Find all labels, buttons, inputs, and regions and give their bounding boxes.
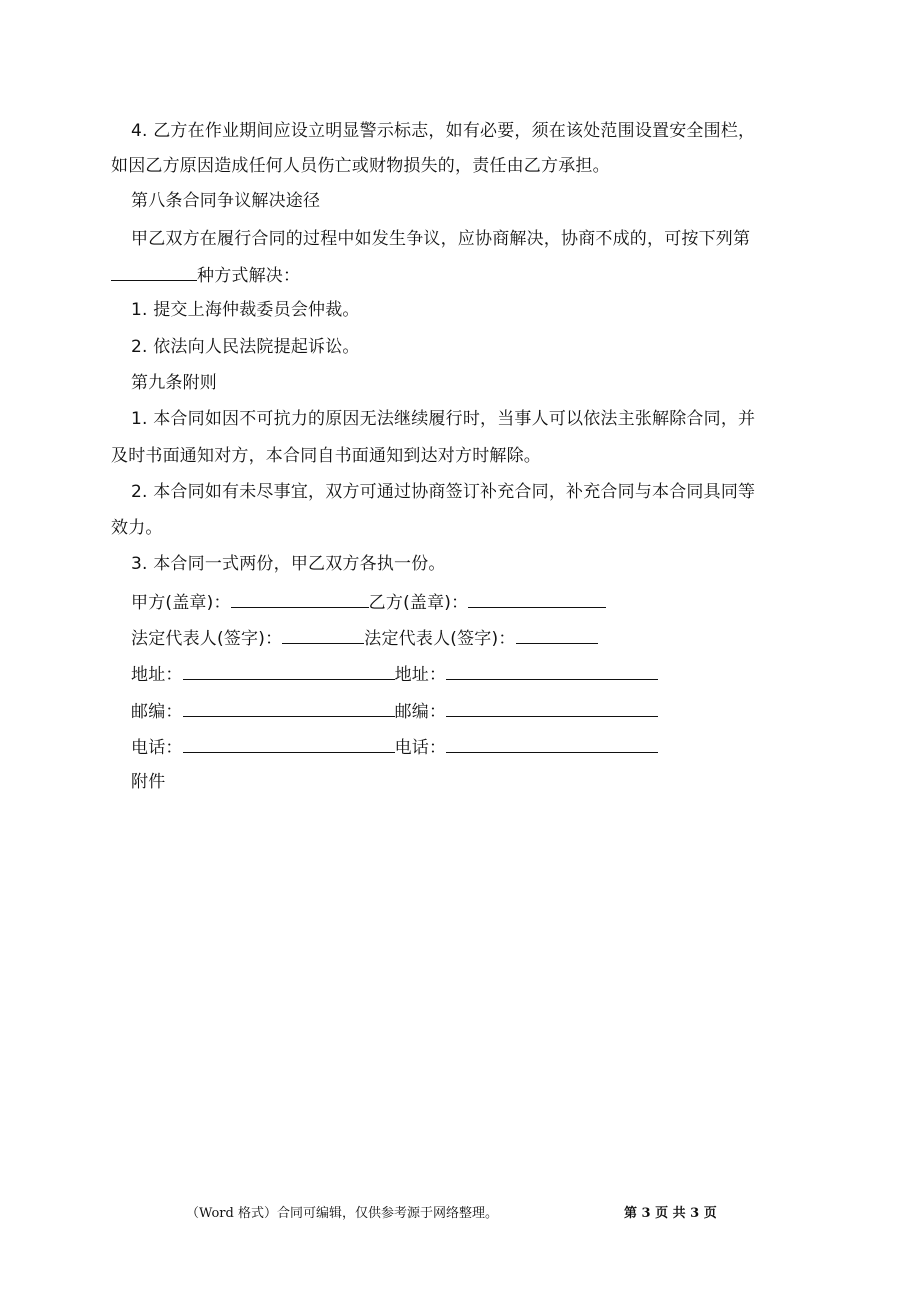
legal-rep-b-field[interactable] bbox=[516, 625, 598, 644]
article-9-1-line-2: 及时书面通知对方，本合同自书面通知到达对方时解除。 bbox=[111, 446, 541, 466]
article-9-heading: 第九条附则 bbox=[131, 373, 217, 393]
address-b-field[interactable] bbox=[446, 661, 658, 680]
phone-b-field[interactable] bbox=[446, 734, 658, 753]
party-b-seal-field[interactable] bbox=[468, 589, 606, 608]
clause-4-line-1: 4. 乙方在作业期间应设立明显警示标志，如有必要，须在该处范围设置安全围栏， bbox=[131, 121, 756, 141]
postcode-b-field[interactable] bbox=[446, 698, 658, 717]
phone-a-label: 电话： bbox=[131, 738, 183, 758]
phone-row bbox=[131, 734, 658, 760]
postcode-a-label: 邮编： bbox=[131, 702, 183, 722]
legal-rep-a-field[interactable] bbox=[282, 625, 364, 644]
postcode-b-label: 邮编： bbox=[394, 702, 447, 722]
legal-rep-a-label: 法定代表人(签字)： bbox=[131, 629, 283, 649]
article-9-2-line-2: 效力。 bbox=[111, 518, 163, 538]
legal-rep-b-label: 法定代表人(签字)： bbox=[364, 629, 516, 649]
footer-page-number: 第 3 页 共 3 页 bbox=[624, 1206, 717, 1221]
phone-a-field[interactable] bbox=[183, 734, 395, 753]
article-8-option-2: 2. 依法向人民法院提起诉讼。 bbox=[131, 337, 360, 357]
address-row bbox=[131, 661, 658, 687]
clause-4-line-2: 如因乙方原因造成任何人员伤亡或财物损失的，责任由乙方承担。 bbox=[111, 156, 610, 176]
party-a-seal-field[interactable] bbox=[231, 589, 369, 608]
footer-note: （Word 格式）合同可编辑，仅供参考源于网络整理。 bbox=[186, 1206, 498, 1221]
seal-row bbox=[131, 589, 606, 615]
article-8-line-2 bbox=[111, 262, 300, 288]
article-8-option-1: 1. 提交上海仲裁委员会仲裁。 bbox=[131, 300, 360, 320]
party-b-seal-label: 乙方(盖章)： bbox=[368, 593, 469, 613]
address-a-label: 地址： bbox=[131, 665, 183, 685]
article-9-2-line-1: 2. 本合同如有未尽事宜，双方可通过协商签订补充合同，补充合同与本合同具同等 bbox=[131, 482, 756, 502]
phone-b-label: 电话： bbox=[394, 738, 447, 758]
article-8-heading: 第八条合同争议解决途径 bbox=[131, 191, 321, 211]
attachment-heading: 附件 bbox=[131, 772, 166, 792]
postcode-row bbox=[131, 698, 658, 724]
address-a-field[interactable] bbox=[183, 661, 395, 680]
legal-rep-row bbox=[131, 625, 598, 651]
postcode-a-field[interactable] bbox=[183, 698, 395, 717]
method-number-blank[interactable] bbox=[111, 262, 197, 281]
party-a-seal-label: 甲方(盖章)： bbox=[131, 593, 231, 613]
article-8-line-2-text: 种方式解决： bbox=[197, 266, 301, 286]
address-b-label: 地址： bbox=[394, 665, 447, 685]
article-9-3: 3. 本合同一式两份，甲乙双方各执一份。 bbox=[131, 554, 446, 574]
article-8-line-1: 甲乙双方在履行合同的过程中如发生争议，应协商解决，协商不成的，可按下列第 bbox=[131, 229, 751, 249]
article-9-1-line-1: 1. 本合同如因不可抗力的原因无法继续履行时，当事人可以依法主张解除合同，并 bbox=[131, 409, 756, 429]
